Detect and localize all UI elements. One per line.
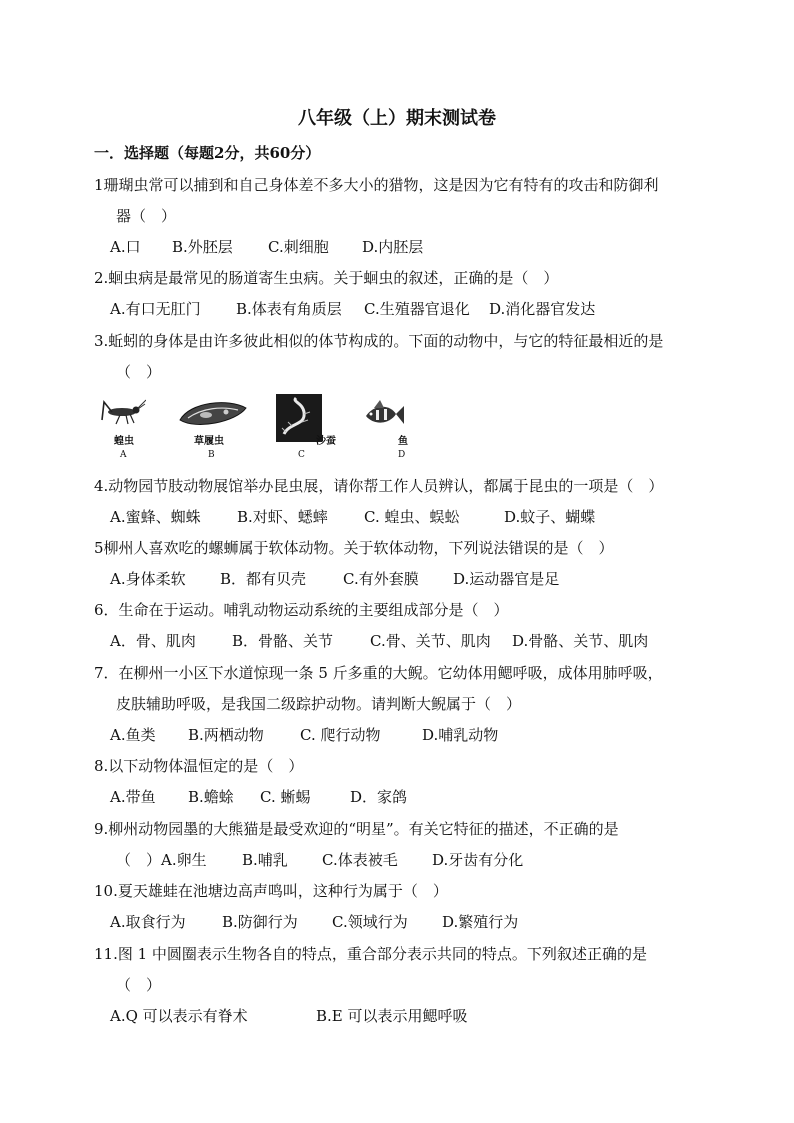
option-b[interactable]: B.E 可以表示用鳃呼吸 xyxy=(316,1007,468,1025)
figure-c-letter: C xyxy=(298,450,305,460)
option-b[interactable]: B.体表有角质层 xyxy=(236,300,342,318)
question-8-text: 8.以下动物体温恒定的是（ ） xyxy=(94,757,304,775)
option-d[interactable]: D.运动器官是足 xyxy=(453,570,560,588)
option-d[interactable]: D.消化器官发达 xyxy=(489,300,596,318)
option-d[interactable]: D.哺乳动物 xyxy=(422,726,499,744)
question-7-text-cont: 皮肤辅助呼吸，是我国二级踪护动物。请判断大鲵属于（ ） xyxy=(116,695,522,713)
question-1-options xyxy=(110,237,423,257)
option-b[interactable]: B.对虾、蟋蟀 xyxy=(237,508,328,526)
option-d[interactable]: D.蚊子、蝴蝶 xyxy=(504,508,596,526)
exam-title: 八年级（上）期末测试卷 xyxy=(298,108,496,129)
option-c[interactable]: C. 爬行动物 xyxy=(300,726,381,744)
question-7-options xyxy=(110,725,498,745)
option-c[interactable]: C. 蝗虫、蜈蚣 xyxy=(364,508,460,526)
option-a[interactable]: （ ）A.卵生 xyxy=(116,851,207,869)
figure-d-letter: D xyxy=(398,450,406,460)
option-d[interactable]: D.内胚层 xyxy=(362,238,424,256)
question-1-text-cont: 器（ ） xyxy=(116,207,177,225)
option-c[interactable]: C. 蜥蜴 xyxy=(260,788,311,806)
option-a[interactable]: A.蜜蜂、蜘蛛 xyxy=(110,508,201,526)
option-d[interactable]: D.骨骼、关节、肌肉 xyxy=(512,632,649,650)
option-a[interactable]: A.口 xyxy=(110,238,141,256)
option-b[interactable]: B.外胚层 xyxy=(172,238,233,256)
question-4-text: 4.动物园节肢动物展馆举办昆虫展，请你帮工作人员辨认，都属于昆虫的一项是（ ） xyxy=(94,477,664,495)
question-3-text-cont: （ ） xyxy=(116,363,162,381)
question-2-options xyxy=(110,299,595,319)
option-a[interactable]: A．骨、肌肉 xyxy=(110,632,196,650)
figure-a-letter: A xyxy=(120,450,127,460)
option-b[interactable]: B．都有贝壳 xyxy=(220,570,307,588)
option-b[interactable]: B.防御行为 xyxy=(222,913,298,931)
question-1-text: 1珊瑚虫常可以捕到和自己身体差不多大小的猎物，这是因为它有特有的攻击和防御利 xyxy=(94,176,659,194)
option-c[interactable]: C.刺细胞 xyxy=(268,238,329,256)
grasshopper-icon[interactable] xyxy=(100,398,146,430)
question-2-text: 2.蛔虫病是最常见的肠道寄生虫病。关于蛔虫的叙述，正确的是（ ） xyxy=(94,269,559,287)
option-b[interactable]: B.两栖动物 xyxy=(188,726,264,744)
option-d[interactable]: D．家鸽 xyxy=(350,788,408,806)
question-3-text: 3.蚯蚓的身体是由许多彼此相似的体节构成的。下面的动物中，与它的特征最相近的是 xyxy=(94,332,664,350)
figure-b-letter: B xyxy=(208,450,215,460)
option-c[interactable]: C.领域行为 xyxy=(332,913,408,931)
option-d[interactable]: D.牙齿有分化 xyxy=(432,851,524,869)
question-9-options xyxy=(116,850,523,870)
section-heading: 一．选择题（每题2分，共60分） xyxy=(94,144,321,162)
option-c[interactable]: C.有外套膜 xyxy=(343,570,419,588)
option-c[interactable]: C.骨、关节、肌肉 xyxy=(370,632,491,650)
option-a[interactable]: A.带鱼 xyxy=(110,788,156,806)
question-8-options xyxy=(110,787,407,807)
question-10-options xyxy=(110,912,518,932)
question-11-text-cont: （ ） xyxy=(116,976,162,994)
paramecium-icon[interactable] xyxy=(176,400,248,432)
question-6-options xyxy=(110,631,648,651)
option-a[interactable]: A.身体柔软 xyxy=(110,570,186,588)
option-b[interactable]: B.蟾蜍 xyxy=(188,788,234,806)
option-a[interactable]: A.有口无肛门 xyxy=(110,300,201,318)
question-11-options xyxy=(110,1006,468,1026)
option-a[interactable]: A.鱼类 xyxy=(110,726,156,744)
question-10-text: 10.夏天雄蛙在池塘边高声鸣叫，这种行为属于（ ） xyxy=(94,882,448,900)
option-d[interactable]: D.繁殖行为 xyxy=(442,913,519,931)
option-a[interactable]: A.取食行为 xyxy=(110,913,186,931)
figure-a-label: 蝗虫 xyxy=(114,436,134,447)
question-3-figures xyxy=(96,394,416,464)
figure-c-label: 沙蚕 xyxy=(316,436,336,447)
question-6-text: 6．生命在于运动。哺乳动物运动系统的主要组成部分是（ ） xyxy=(94,601,509,619)
option-b[interactable]: B．骨骼、关节 xyxy=(232,632,334,650)
question-5-options xyxy=(110,569,559,589)
option-b[interactable]: B.哺乳 xyxy=(242,851,288,869)
question-5-text: 5柳州人喜欢吃的螺蛳属于软体动物。关于软体动物，下列说法错误的是（ ） xyxy=(94,539,614,557)
question-9-text: 9.柳州动物园墨的大熊猫是最受欢迎的“明星”。有关它特征的描述，不正确的是 xyxy=(94,820,619,838)
figure-b-label: 草履虫 xyxy=(194,436,224,447)
figure-d-label: 鱼 xyxy=(398,436,408,447)
question-7-text: 7．在柳州一小区下水道惊现一条 5 斤多重的大鲵。它幼体用鳃呼吸，成体用肺呼吸， xyxy=(94,664,663,682)
question-11-text: 11.图 1 中圆圈表示生物各自的特点，重合部分表示共同的特点。下列叙述正确的是 xyxy=(94,945,647,963)
option-c[interactable]: C.生殖器官退化 xyxy=(364,300,470,318)
fish-icon[interactable] xyxy=(360,400,406,436)
question-4-options xyxy=(110,507,595,527)
option-a[interactable]: A.Q 可以表示有脊术 xyxy=(110,1007,248,1025)
option-c[interactable]: C.体表被毛 xyxy=(322,851,398,869)
